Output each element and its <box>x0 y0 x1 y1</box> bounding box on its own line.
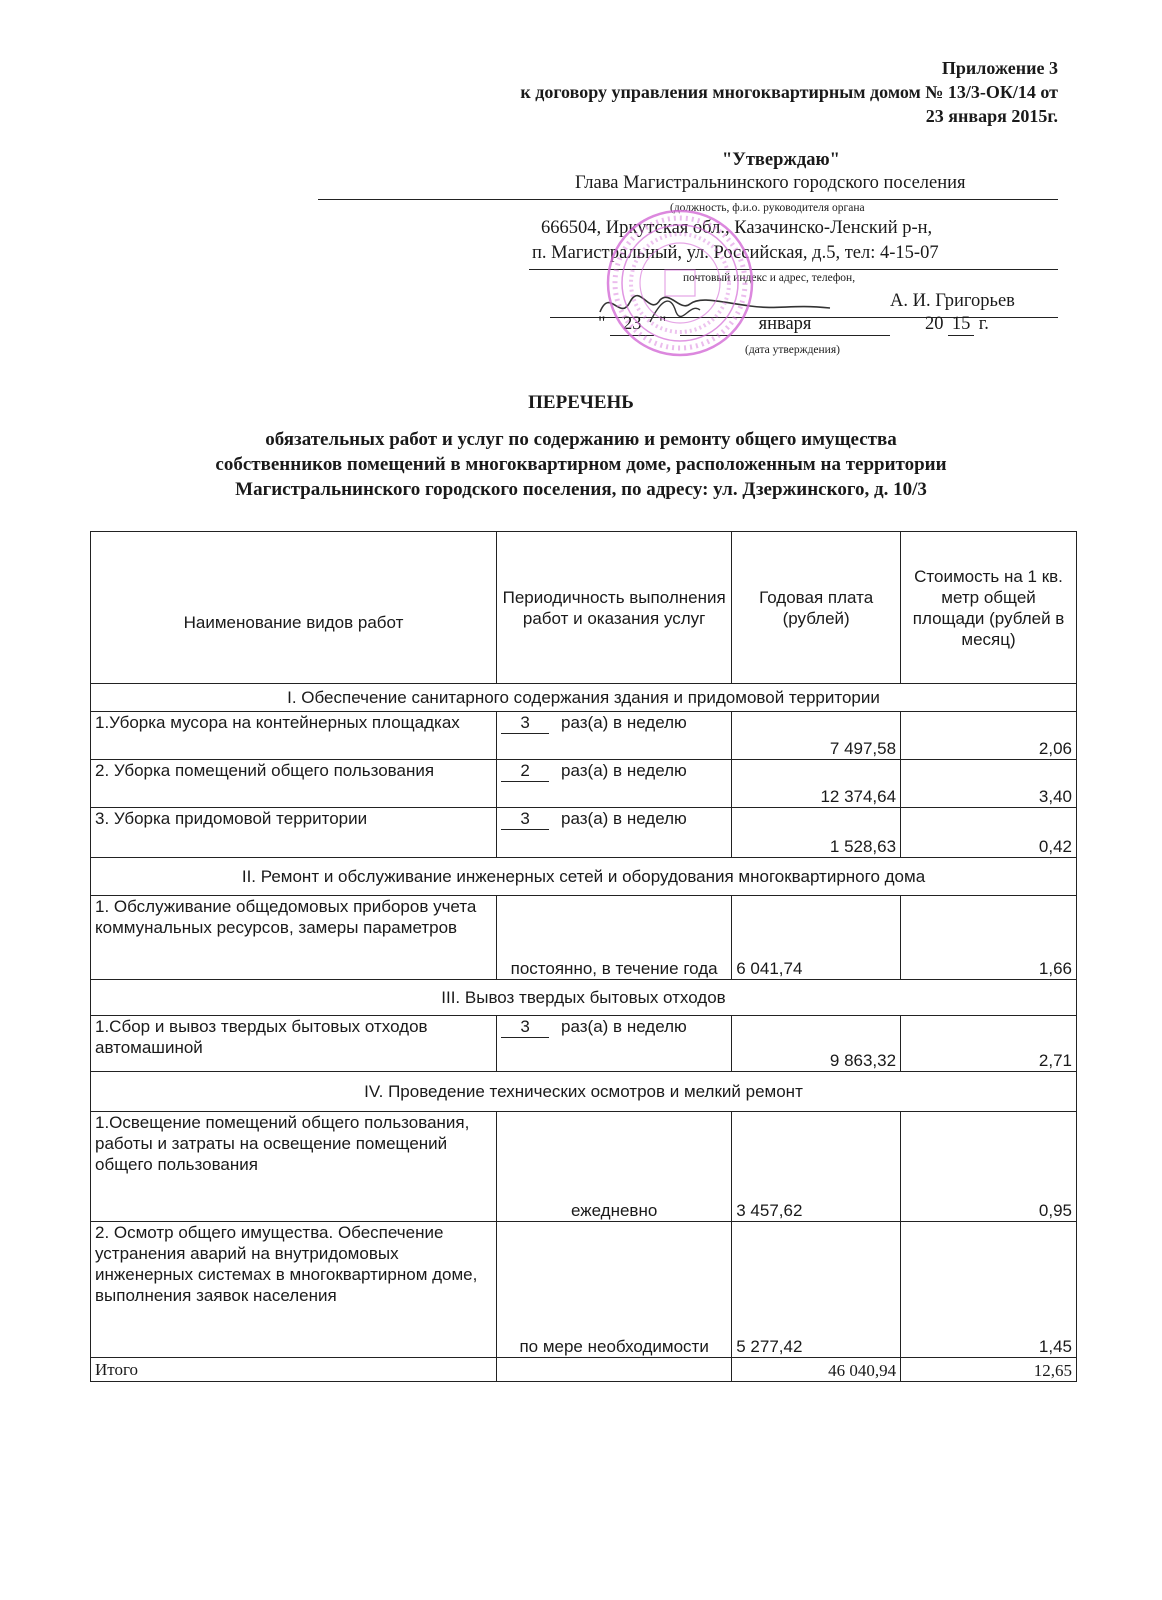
header-annual-fee: Годовая плата (рублей) <box>732 532 901 684</box>
date-month: января <box>680 314 890 336</box>
cost-per-m2: 0,95 <box>901 1112 1077 1222</box>
annual-fee: 7 497,58 <box>732 712 901 760</box>
round-seal-icon <box>605 208 755 358</box>
section-row <box>91 858 1077 896</box>
contract-reference: к договору управления многоквартирным домом № 13/3-ОК/14 от <box>520 82 1058 102</box>
section-title: II. Ремонт и обслуживание инженерных сетей и оборудования многоквартирного дома <box>91 858 1077 896</box>
table-row <box>91 1222 1077 1358</box>
work-frequency: постоянно, в течение года <box>497 896 732 980</box>
frequency-unit: раз(а) в неделю <box>561 809 687 828</box>
table-row <box>91 760 1077 808</box>
position-caption: (должность, ф.и.о. руководителя органа <box>670 202 865 214</box>
header-frequency: Периодичность выполнения работ и оказания услуг <box>497 532 732 684</box>
total-frequency-empty <box>497 1358 732 1382</box>
work-frequency <box>497 808 732 858</box>
work-name: 2. Осмотр общего имущества. Обеспечение устранения аварий на внутридомовых инженерных системах в многоквартирном доме, выполнения заявок населения <box>91 1222 497 1358</box>
section-title: I. Обеспечение санитарного содержания здания и придомовой территории <box>91 684 1077 712</box>
annual-fee: 5 277,42 <box>732 1222 901 1358</box>
frequency-unit: раз(а) в неделю <box>561 761 687 780</box>
table-row <box>91 712 1077 760</box>
date-caption: (дата утверждения) <box>745 344 840 356</box>
annual-fee: 12 374,64 <box>732 760 901 808</box>
contract-date: 23 января 2015г. <box>925 106 1058 126</box>
appendix-number: Приложение 3 <box>941 58 1058 78</box>
date-quote-close: " <box>658 314 667 334</box>
work-name: 1. Обслуживание общедомовых приборов учета коммунальных ресурсов, замеры параметров <box>91 896 497 980</box>
section-title: III. Вывоз твердых бытовых отходов <box>91 980 1077 1016</box>
frequency-unit: раз(а) в неделю <box>561 713 687 732</box>
cost-per-m2: 1,45 <box>901 1222 1077 1358</box>
work-frequency <box>497 1016 732 1072</box>
total-cost-per-m2: 12,65 <box>901 1358 1077 1382</box>
table-row <box>91 1016 1077 1072</box>
document-heading: ПЕРЕЧЕНЬ <box>528 392 634 413</box>
works-table <box>90 531 1077 1382</box>
signer-name: А. И. Григорьев <box>890 291 1015 311</box>
section-row <box>91 684 1077 712</box>
header-cost-per-m2: Стоимость на 1 кв. метр общей площади (рублей в месяц) <box>901 532 1077 684</box>
title-line-1: обязательных работ и услуг по содержанию и ремонту общего имущества <box>265 429 897 450</box>
frequency-count: 3 <box>501 808 549 830</box>
frequency-count: 2 <box>501 760 549 782</box>
annual-fee: 6 041,74 <box>732 896 901 980</box>
total-label: Итого <box>91 1358 497 1382</box>
date-year-value: 15 <box>948 314 974 336</box>
approver-position: Глава Магистральнинского городского поселения <box>575 173 966 193</box>
frequency-count: 3 <box>501 712 549 734</box>
date-year-suffix: г. <box>978 314 989 334</box>
work-frequency <box>497 712 732 760</box>
total-annual-fee: 46 040,94 <box>732 1358 901 1382</box>
annual-fee: 9 863,32 <box>732 1016 901 1072</box>
address-caption: почтовый индекс и адрес, телефон, <box>683 272 856 284</box>
work-name: 1.Уборка мусора на контейнерных площадках <box>91 712 497 760</box>
header-work-name: Наименование видов работ <box>91 532 497 684</box>
cost-per-m2: 2,71 <box>901 1016 1077 1072</box>
cost-per-m2: 1,66 <box>901 896 1077 980</box>
cost-per-m2: 2,06 <box>901 712 1077 760</box>
table-row <box>91 808 1077 858</box>
frequency-count: 3 <box>501 1016 549 1038</box>
table-row <box>91 1112 1077 1222</box>
title-line-2: собственников помещений в многоквартирном доме, расположенным на территории <box>215 454 947 475</box>
work-frequency: ежедневно <box>497 1112 732 1222</box>
work-name: 1.Сбор и вывоз твердых бытовых отходов автомашиной <box>91 1016 497 1072</box>
total-row <box>91 1358 1077 1382</box>
table-header-row <box>91 532 1077 684</box>
date-year-prefix: 20 <box>925 314 944 334</box>
frequency-unit: раз(а) в неделю <box>561 1017 687 1036</box>
date-quote-open: " <box>598 314 606 334</box>
annual-fee: 3 457,62 <box>732 1112 901 1222</box>
section-row <box>91 1072 1077 1112</box>
cost-per-m2: 0,42 <box>901 808 1077 858</box>
work-name: 1.Освещение помещений общего пользования, работы и затраты на освещение помещений общего пользования <box>91 1112 497 1222</box>
section-title: IV. Проведение технических осмотров и мелкий ремонт <box>91 1072 1077 1112</box>
work-frequency: по мере необходимости <box>497 1222 732 1358</box>
approve-label: "Утверждаю" <box>722 150 840 170</box>
title-line-3: Магистральнинского городского поселения, по адресу: ул. Дзержинского, д. 10/3 <box>235 479 927 500</box>
section-row <box>91 980 1077 1016</box>
annual-fee: 1 528,63 <box>732 808 901 858</box>
work-name: 3. Уборка придомовой территории <box>91 808 497 858</box>
position-underline <box>318 199 1058 200</box>
table-row <box>91 896 1077 980</box>
address-line-2: п. Магистральный, ул. Российская, д.5, тел: 4-15-07 <box>532 243 939 263</box>
work-frequency <box>497 760 732 808</box>
work-name: 2. Уборка помещений общего пользования <box>91 760 497 808</box>
date-day: 23 <box>610 314 654 336</box>
cost-per-m2: 3,40 <box>901 760 1077 808</box>
address-line-1: 666504, Иркутская обл., Казачинско-Ленский р-н, <box>541 218 933 238</box>
date-year <box>925 314 989 336</box>
